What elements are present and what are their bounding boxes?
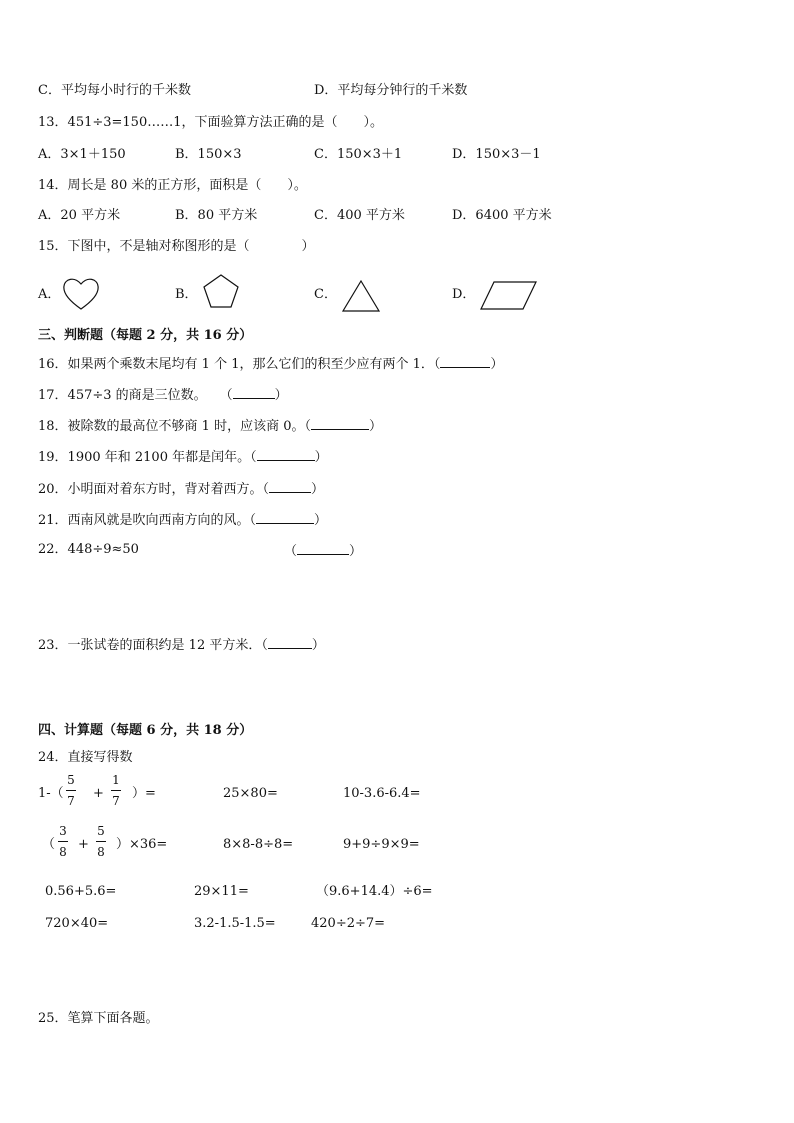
q15-option-b: B．	[175, 287, 198, 302]
judge-q22-text: 22．448÷9≈50	[38, 542, 139, 557]
answer-blank[interactable]	[268, 636, 312, 649]
calc-29x11: 29×11=	[194, 884, 249, 899]
answer-blank[interactable]	[311, 417, 369, 430]
paren-close: ）	[349, 544, 363, 559]
calc-420div2div7: 420÷2÷7=	[311, 916, 386, 931]
q15-option-c: C．	[314, 287, 337, 302]
numerator: 3	[59, 824, 67, 838]
fraction-3-8	[58, 824, 68, 859]
answer-blank[interactable]	[269, 480, 311, 493]
q13-option-b: B．150×3	[175, 147, 242, 162]
answer-blank[interactable]	[233, 386, 275, 399]
fraction-1-7	[111, 773, 121, 808]
fraction-bar	[66, 790, 76, 791]
q13-option-d: D．150×3－1	[452, 147, 541, 162]
judge-q21-text: 21．西南风就是吹向西南方向的风。（	[38, 513, 257, 528]
judge-q18	[38, 417, 382, 435]
paren-close: ）	[314, 513, 328, 528]
q13-option-c: C．150×3＋1	[314, 147, 403, 162]
answer-blank[interactable]	[257, 448, 315, 461]
q14-option-d: D．6400 平方米	[452, 208, 552, 223]
q14-option-a: A．20 平方米	[38, 208, 121, 223]
judge-q17	[38, 386, 288, 404]
paren-close: ）	[490, 357, 504, 372]
judge-q22-answer	[284, 542, 362, 560]
fraction-5-7	[66, 773, 76, 808]
heart-icon	[62, 276, 100, 312]
calc-720x40: 720×40=	[45, 916, 109, 931]
section-3-heading: 三、判断题（每题 2 分，共 16 分）	[38, 328, 253, 343]
q15-option-a: A．	[38, 287, 61, 302]
paren-close: ）	[311, 482, 325, 497]
q14-option-c: C．400 平方米	[314, 208, 405, 223]
row2-prefix: （	[42, 837, 56, 852]
judge-q20-text: 20．小明面对着东方时，背对着西方。（	[38, 482, 270, 497]
calc-25x80: 25×80=	[223, 786, 278, 801]
calc-3.2-1.5-1.5: 3.2-1.5-1.5=	[194, 916, 276, 931]
calc-9+9div9x9: 9+9÷9×9=	[343, 837, 420, 852]
row1-suffix: ）=	[132, 786, 156, 801]
q15-stem: 15．下图中，不是轴对称图形的是（ ）	[38, 239, 315, 254]
denominator: 8	[97, 845, 105, 859]
judge-q22	[38, 542, 139, 558]
judge-q21	[38, 511, 327, 529]
calc-9.6+14.4-div6: （9.6+14.4）÷6=	[316, 884, 433, 899]
q12-option-c: C．平均每小时行的千米数	[38, 83, 191, 98]
numerator: 5	[97, 824, 105, 838]
q15-option-d: D．	[452, 287, 476, 302]
q12-option-d: D．平均每分钟行的千米数	[314, 83, 468, 98]
judge-q17-text: 17．457÷3 的商是三位数。 （	[38, 388, 233, 403]
q13-stem: 13．451÷3=150……1，下面验算方法正确的是（ ）。	[38, 115, 383, 130]
judge-q16-text: 16．如果两个乘数末尾均有 1 个 1，那么它们的积至少应有两个 1．（	[38, 357, 441, 372]
numerator: 5	[67, 773, 75, 787]
paren-close: ）	[274, 388, 288, 403]
paren-close: ）	[368, 419, 382, 434]
calc-8x8-8div8: 8×8-8÷8=	[223, 837, 294, 852]
q14-option-b: B．80 平方米	[175, 208, 258, 223]
denominator: 7	[67, 794, 75, 808]
calc-10-3.6-6.4: 10-3.6-6.4=	[343, 786, 421, 801]
triangle-icon	[340, 278, 382, 314]
judge-q19	[38, 448, 328, 466]
row2-suffix: ）×36=	[116, 837, 168, 852]
judge-q18-text: 18．被除数的最高位不够商 1 时，应该商 0。（	[38, 419, 311, 434]
answer-blank[interactable]	[297, 542, 349, 555]
numerator: 1	[112, 773, 120, 787]
pentagon-icon	[202, 273, 240, 309]
answer-blank[interactable]	[440, 355, 490, 368]
paren-close: ）	[311, 638, 325, 653]
denominator: 8	[59, 845, 67, 859]
plus-sign: +	[93, 786, 104, 801]
fraction-bar	[58, 841, 68, 842]
q13-option-a: A．3×1＋150	[38, 147, 126, 162]
judge-q23-text: 23．一张试卷的面积约是 12 平方米．（	[38, 638, 268, 653]
judge-q20	[38, 480, 324, 498]
q14-stem: 14．周长是 80 米的正方形，面积是（ ）。	[38, 178, 307, 193]
q25-stem: 25．笔算下面各题。	[38, 1011, 159, 1026]
judge-q19-text: 19．1900 年和 2100 年都是闰年。（	[38, 450, 257, 465]
fraction-5-8	[96, 824, 106, 859]
q24-stem: 24．直接写得数	[38, 750, 133, 765]
fraction-bar	[96, 841, 106, 842]
judge-q16	[38, 355, 503, 373]
calc-0.56+5.6: 0.56+5.6=	[45, 884, 117, 899]
parallelogram-icon	[479, 280, 539, 312]
judge-q23	[38, 636, 325, 654]
paren-open: （	[284, 544, 298, 559]
fraction-bar	[111, 790, 121, 791]
row1-prefix: 1-（	[38, 786, 64, 801]
denominator: 7	[112, 794, 120, 808]
plus-sign: +	[78, 837, 89, 852]
answer-blank[interactable]	[256, 511, 314, 524]
section-4-heading: 四、计算题（每题 6 分，共 18 分）	[38, 723, 253, 738]
paren-close: ）	[314, 450, 328, 465]
